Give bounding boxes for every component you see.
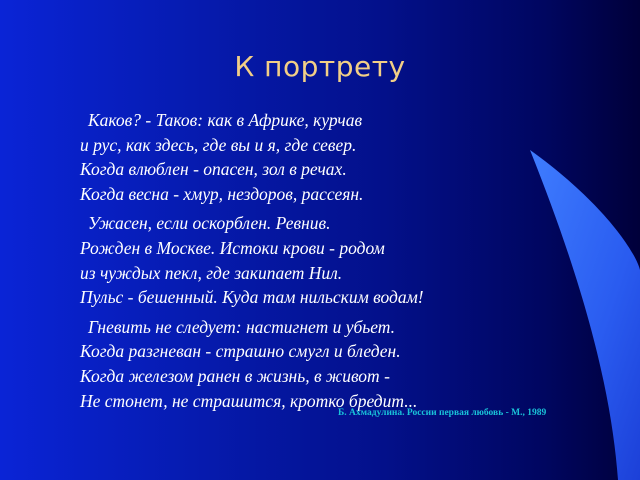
poem-line: Рожден в Москве. Истоки крови - родом: [80, 237, 385, 258]
poem: [80, 108, 424, 418]
poem-line: Каков? - Таков: как в Африке, курчав: [88, 110, 363, 130]
poem-line: Когда разгневан - страшно смугл и бледен.: [80, 341, 401, 362]
poem-line: Гневить не следует: настигнет и убьет.: [88, 316, 396, 337]
poem-line: и рус, как здесь, где вы и я, где север.: [80, 134, 357, 155]
poem-line: Когда влюблен - опасен, зол в речах.: [80, 159, 347, 180]
poem-line: Не стонет, не страшится, кротко бредит...: [80, 390, 418, 411]
stanza-1: [80, 108, 424, 206]
swoosh-shape: [530, 150, 640, 480]
poem-line: Когда железом ранен в жизнь, в живот -: [80, 365, 390, 386]
source-citation: Б. Ахмадулина. России первая любовь - М., 1989: [338, 408, 547, 418]
stanza-3: [80, 315, 424, 413]
poem-line: Когда весна - хмур, нездоров, рассеян.: [80, 183, 364, 204]
stanza-2: [80, 211, 424, 309]
poem-line: из чуждых пекл, где закипает Нил.: [80, 262, 343, 283]
poem-line: Пульс - бешенный. Куда там нильским водам!: [80, 287, 424, 308]
slide-title: К портрету: [234, 50, 406, 83]
poem-line: Ужасен, если оскорблен. Ревнив.: [88, 213, 331, 234]
